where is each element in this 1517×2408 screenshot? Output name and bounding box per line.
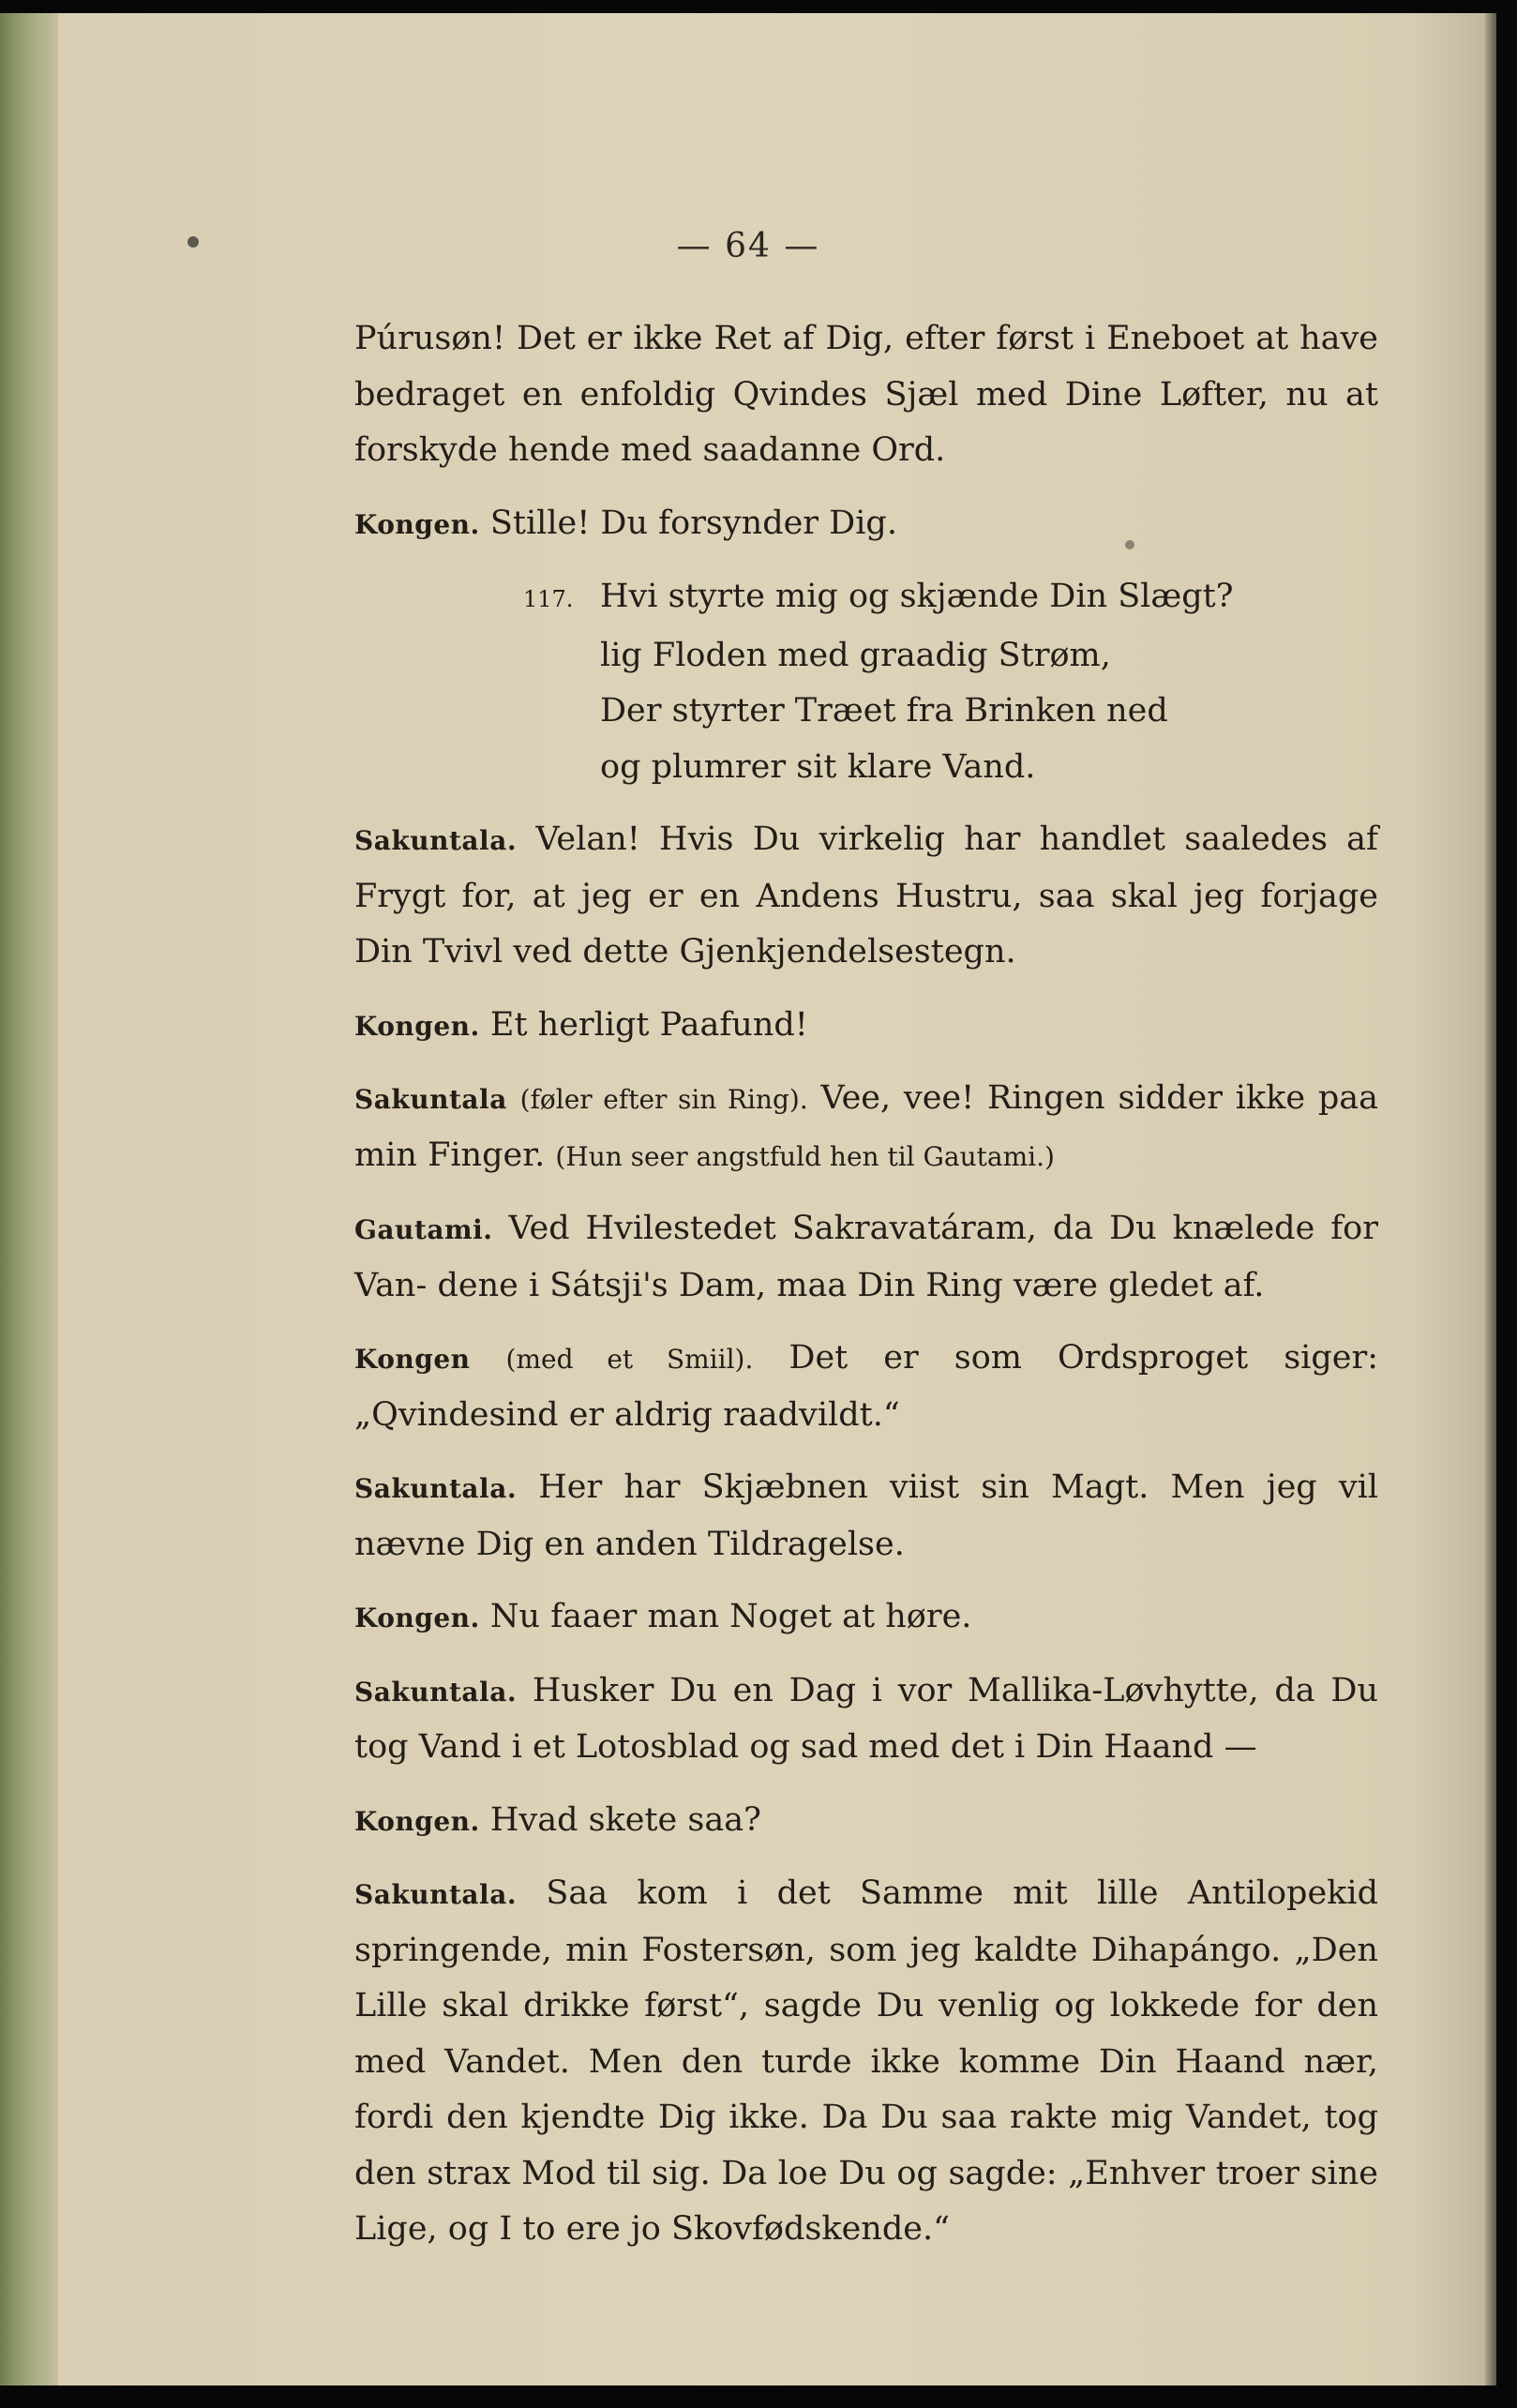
book-page <box>0 13 1496 2385</box>
verse-stanza <box>354 569 1378 795</box>
speaker-name: Kongen. <box>354 508 480 540</box>
paragraph-gap <box>354 1647 1378 1663</box>
text-line: Et herligt Paafund! <box>489 1005 808 1044</box>
dialogue-paragraph <box>354 998 1378 1055</box>
text-line: Saa kom i det Samme mit lille Antilopekid springende, <box>354 1874 1378 1969</box>
dialogue-paragraph <box>354 1331 1378 1443</box>
text-line: for, at jeg er en Andens Hustru, saa skal jeg forjage Din Tvivl ved <box>354 877 1378 971</box>
dialogue-paragraph <box>354 1589 1378 1647</box>
paragraph-gap <box>354 981 1378 998</box>
text-line: Her har Skjæbnen viist sin Magt. Men jeg vil nævne <box>354 1468 1378 1563</box>
text-line: Vee, vee! Ringen sidder ikke paa min <box>354 1079 1378 1174</box>
text-line: Púrusøn! Det er ikke Ret af Dig, efter først i Eneboet at have bedraget <box>354 320 1378 414</box>
speaker-name: Kongen. <box>354 1805 480 1837</box>
verse-text: Der styrter Træet fra Brinken ned <box>600 692 1168 730</box>
verse-text: Hvi styrte mig og skjænde Din Slægt? <box>600 578 1234 615</box>
paragraph-gap <box>354 795 1378 812</box>
dialogue-paragraph <box>354 1460 1378 1573</box>
text-line: min Fostersøn, som jeg kaldte Dihapángo. „Den Lille skal drikke først“, <box>354 1931 1378 2024</box>
dialogue-paragraph <box>354 1793 1378 1850</box>
dialogue-paragraph <box>354 496 1378 553</box>
speaker-name: Kongen. <box>354 1010 480 1042</box>
dialogue-paragraph <box>354 1071 1378 1184</box>
paragraph-gap <box>354 1054 1378 1071</box>
text-line: er aldrig raadvildt.“ <box>568 1395 900 1434</box>
speaker-name: Sakuntala. <box>354 1473 518 1504</box>
verse-text: lig Floden med graadig Strøm, <box>600 636 1111 674</box>
speaker-name: Gautami. <box>354 1214 493 1245</box>
body-text <box>354 311 1378 2258</box>
paragraph-gap <box>354 1314 1378 1331</box>
text-line: en enfoldig Qvindes Sjæl med Dine Løfter, nu at forskyde hende med <box>354 375 1378 469</box>
stage-direction: (med et Smiil). <box>505 1344 754 1375</box>
paragraph-gap <box>354 1184 1378 1201</box>
text-line: mig Vandet, tog den strax Mod til sig. Da loe Du og sagde: „Enhver <box>354 2099 1379 2192</box>
text-line: dene i Sátsji's Dam, maa Din Ring være gledet af. <box>437 1266 1265 1304</box>
text-line: Velan! Hvis Du virkelig har handlet saaledes af Frygt <box>354 820 1378 915</box>
speaker-name: Kongen. <box>354 1603 480 1633</box>
dialogue-paragraph <box>354 311 1378 479</box>
text-line: Husker Du en Dag i vor Mallika-Løvhytte, da Du tog <box>354 1671 1378 1766</box>
text-line: Det er som Ordsproget siger: „Qvindesind <box>354 1339 1378 1434</box>
dialogue-paragraph <box>354 1201 1378 1314</box>
verse-text: og plumrer sit klare Vand. <box>600 747 1036 786</box>
text-line: Vand i et Lotosblad og sad med det i Din Haand — <box>418 1728 1257 1766</box>
speaker-name: Sakuntala. <box>354 1676 518 1708</box>
text-line: saadanne Ord. <box>702 431 946 469</box>
text-line: Hvad skete saa? <box>489 1800 761 1839</box>
verse-number: 117. <box>523 586 574 612</box>
dialogue-paragraph <box>354 812 1378 981</box>
verse-line <box>354 569 1378 628</box>
stage-direction: (føler efter sin Ring). <box>519 1084 808 1115</box>
dialogue-paragraph <box>354 1663 1378 1776</box>
speaker-name: Sakuntala. <box>354 1879 518 1910</box>
speaker-name: Sakuntala. <box>354 825 518 856</box>
verse-line <box>354 740 1378 796</box>
page-right-edge <box>1485 13 1496 2385</box>
paragraph-gap <box>354 1849 1378 1866</box>
paragraph-gap <box>354 1443 1378 1460</box>
text-line: Finger. <box>428 1136 546 1174</box>
verse-line <box>354 628 1378 685</box>
stage-direction: (Hun seer angstfuld hen til Gautami.) <box>555 1140 1055 1172</box>
paragraph-gap <box>354 1573 1378 1589</box>
text-line: komme Din Haand nær, fordi den kjendte Dig ikke. Da Du saa rakte <box>354 2042 1378 2136</box>
text-line: Ved Hvilestedet Sakravatáram, da Du knælede for Van- <box>354 1210 1378 1304</box>
dialogue-paragraph <box>354 1866 1378 2258</box>
text-line: sagde Du venlig og lokkede for den med Vandet. Men den turde ikke <box>354 1987 1378 2081</box>
text-line: troer sine Lige, og I to ere jo Skovfødskende.“ <box>354 2154 1378 2248</box>
text-line: Stille! Du forsynder Dig. <box>489 504 897 542</box>
paragraph-gap <box>354 552 1378 569</box>
paragraph-gap <box>354 1776 1378 1793</box>
book-spine-edge <box>0 13 58 2385</box>
verse-line <box>354 684 1378 740</box>
text-line: dette Gjenkjendelsestegn. <box>582 933 1016 971</box>
speaker-name: Sakuntala <box>354 1084 507 1115</box>
text-line: Dig en anden Tildragelse. <box>475 1525 905 1563</box>
paragraph-gap <box>354 479 1378 496</box>
text-line: Nu faaer man Noget at høre. <box>489 1598 972 1635</box>
page-number: — 64 — <box>676 227 820 265</box>
speaker-name: Kongen <box>354 1344 471 1375</box>
